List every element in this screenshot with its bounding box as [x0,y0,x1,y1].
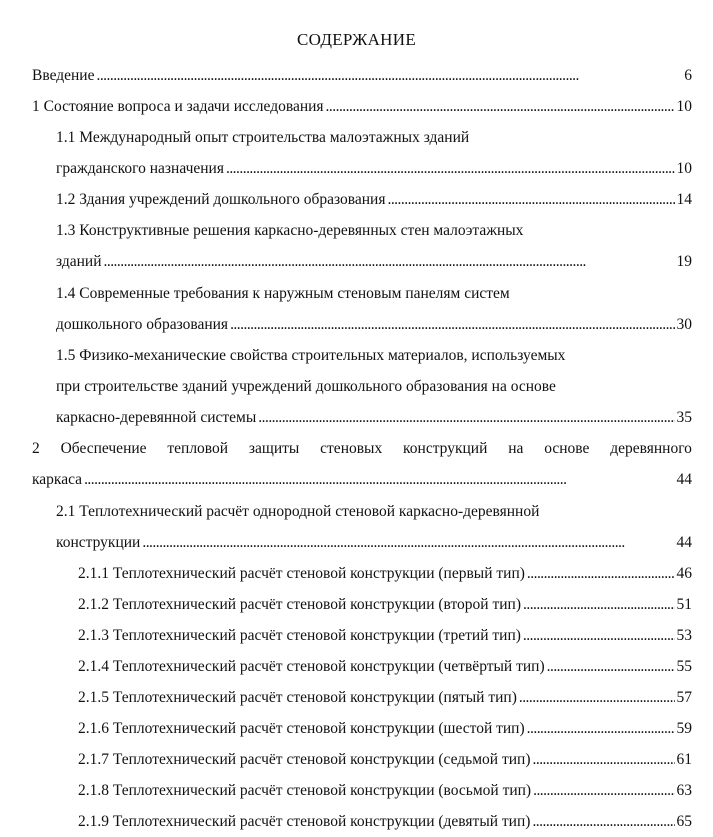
toc-entry-2-word: защиты [248,440,300,457]
toc-entry-page: 35 [676,409,692,426]
toc-entry-page: 59 [676,720,692,737]
toc-entry-2-1-6 [78,719,692,739]
toc-entry-1-5-line1: 1.5 Физико-механические свойства строительных материалов, используемых [56,347,566,364]
toc-entry-2-word: 2 [32,440,40,457]
toc-entry-page: 46 [676,565,692,582]
toc-leader-dots [226,159,675,179]
toc-entry-text: гражданского назначения [56,160,224,177]
toc-entry-text: 2.1.8 Теплотехнический расчёт стеновой конструкции (восьмой тип) [78,782,532,799]
toc-leader-dots [142,533,674,553]
toc-entry-1-5-line2: при строительстве зданий учреждений дошкольного образования на основе [56,378,556,395]
toc-entry-1 [32,97,692,117]
toc-entry-page: 57 [676,689,692,706]
toc-entry-text: 2.1.3 Теплотехнический расчёт стеновой конструкции (третий тип) [78,627,521,644]
toc-leader-dots [519,688,675,708]
toc-entry-2-1-1 [78,564,692,584]
toc-entry-page: 44 [676,534,692,551]
toc-entry-2-1-5 [78,688,692,708]
toc-leader-dots [104,252,675,272]
toc-entry-1-4-line1: 1.4 Современные требования к наружным стеновым панелям систем [56,285,510,302]
toc-entry-2 [32,470,692,490]
toc-leader-dots [258,408,674,428]
toc-entry-2-1-2 [78,595,692,615]
toc-entry-2-1-9 [78,812,692,832]
toc-entry-text: 2.1.9 Теплотехнический расчёт стеновой конструкции (девятый тип) [78,813,531,830]
toc-entry-2-1 [56,533,692,553]
toc-leader-dots [533,781,674,801]
toc-title: СОДЕРЖАНИЕ [296,30,417,49]
toc-entry-2-1-4 [78,657,692,677]
toc-entry-page: 10 [676,160,692,177]
toc-entry-page: 30 [676,316,692,333]
toc-entry-intro [32,66,692,86]
toc-entry-2-1-line1: 2.1 Теплотехнический расчёт однородной стеновой каркасно-деревянной [56,503,540,520]
toc-entry-page: 14 [676,191,692,208]
toc-entry-text: 2.1.1 Теплотехнический расчёт стеновой конструкции (первый тип) [78,565,525,582]
toc-entry-text: 2.1.4 Теплотехнический расчёт стеновой конструкции (четвёртый тип) [78,658,545,675]
toc-entry-text: 2.1.5 Теплотехнический расчёт стеновой конструкции (пятый тип) [78,689,517,706]
toc-entry-2-1-3 [78,626,692,646]
toc-entry-page: 19 [676,253,692,270]
toc-entry-1-1-line1: 1.1 Международный опыт строительства малоэтажных зданий [56,129,470,146]
toc-entry-1-1 [56,159,692,179]
toc-entry-1-5 [56,408,692,428]
toc-entry-1-2 [56,190,692,210]
toc-entry-text: 1 Состояние вопроса и задачи исследования [32,98,324,115]
toc-entry-1-3-line1: 1.3 Конструктивные решения каркасно-деревянных стен малоэтажных [56,222,524,239]
toc-entry-2-1-7 [78,750,692,770]
toc-leader-dots [527,719,675,739]
toc-entry-page: 44 [676,471,692,488]
toc-entry-1-4 [56,315,692,335]
toc-entry-page: 10 [676,98,692,115]
toc-leader-dots [527,564,675,584]
toc-entry-text: Введение [32,67,95,84]
toc-entry-2-word: конструкций [403,440,488,457]
toc-entry-text: конструкции [56,534,141,551]
toc-entry-text: зданий [56,253,102,270]
toc-leader-dots [532,812,674,832]
toc-entry-page: 53 [676,627,692,644]
toc-entry-page: 51 [676,596,692,613]
toc-leader-dots [84,470,674,490]
toc-entry-2-word: на [508,440,524,457]
toc-entry-text: 2.1.2 Теплотехнический расчёт стеновой конструкции (второй тип) [78,596,521,613]
toc-leader-dots [326,97,675,117]
toc-entry-2-word: стеновых [320,440,383,457]
toc-leader-dots [533,750,675,770]
toc-entry-text: каркаса [32,471,83,488]
toc-entry-text: 2.1.6 Теплотехнический расчёт стеновой конструкции (шестой тип) [78,720,525,737]
toc-leader-dots [523,626,675,646]
toc-leader-dots [523,595,675,615]
toc-entry-text: дошкольного образования [56,316,229,333]
toc-entry-2-line1 [32,439,692,459]
toc-entry-2-word: основе [544,440,590,457]
toc-entry-page: 6 [684,67,692,84]
toc-entry-2-word: Обеспечение [60,440,147,457]
toc-entry-text: 2.1.7 Теплотехнический расчёт стеновой конструкции (седьмой тип) [78,751,531,768]
toc-entry-page: 65 [676,813,692,830]
toc-entry-2-word: деревянного [610,440,692,457]
toc-leader-dots [96,66,682,86]
toc-entry-text: каркасно-деревянной системы [56,409,257,426]
toc-leader-dots [547,657,675,677]
toc-entry-text: 1.2 Здания учреждений дошкольного образования [56,191,386,208]
toc-entry-page: 61 [676,751,692,768]
toc-entry-1-3 [56,252,692,272]
toc-entry-2-1-8 [78,781,692,801]
toc-leader-dots [387,190,674,210]
toc-entry-2-word: тепловой [167,440,229,457]
toc-entry-page: 63 [676,782,692,799]
toc-leader-dots [230,315,674,335]
toc-entry-page: 55 [676,658,692,675]
